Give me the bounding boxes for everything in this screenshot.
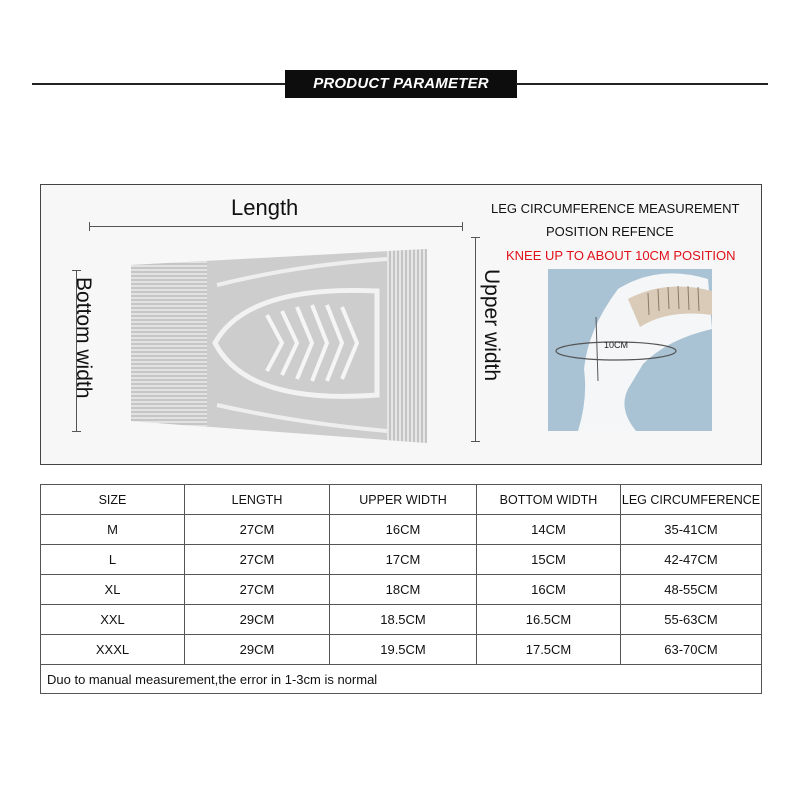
cell-size: M bbox=[41, 515, 185, 545]
cell-leg-circumference: 48-55CM bbox=[621, 575, 762, 605]
table-row bbox=[41, 515, 762, 545]
cell-length: 27CM bbox=[185, 515, 330, 545]
cell-size: XL bbox=[41, 575, 185, 605]
upper-width-label: Upper width bbox=[480, 269, 503, 382]
cell-size: XXXL bbox=[41, 635, 185, 665]
knee-sleeve-image bbox=[127, 245, 433, 443]
table-row bbox=[41, 605, 762, 635]
cell-leg-circumference: 55-63CM bbox=[621, 605, 762, 635]
cell-length: 29CM bbox=[185, 635, 330, 665]
measurement-title: LEG CIRCUMFERENCE MEASUREMENT bbox=[491, 201, 740, 216]
header-cell-leg-circumference: LEG CIRCUMFERENCE bbox=[621, 485, 762, 515]
cell-upper-width: 18CM bbox=[330, 575, 477, 605]
cell-length: 27CM bbox=[185, 545, 330, 575]
cell-leg-circumference: 42-47CM bbox=[621, 545, 762, 575]
table-row bbox=[41, 635, 762, 665]
table-footnote-row bbox=[41, 665, 762, 694]
cell-bottom-width: 16.5CM bbox=[477, 605, 621, 635]
knee-measurement-image bbox=[548, 269, 712, 431]
product-diagram-panel bbox=[40, 184, 762, 465]
cell-upper-width: 16CM bbox=[330, 515, 477, 545]
cell-bottom-width: 17.5CM bbox=[477, 635, 621, 665]
cell-leg-circumference: 35-41CM bbox=[621, 515, 762, 545]
table-row bbox=[41, 575, 762, 605]
table-footnote: Duo to manual measurement,the error in 1-3cm is normal bbox=[41, 665, 762, 694]
header-title: PRODUCT PARAMETER bbox=[285, 70, 517, 98]
cell-bottom-width: 16CM bbox=[477, 575, 621, 605]
table-row bbox=[41, 545, 762, 575]
cell-bottom-width: 15CM bbox=[477, 545, 621, 575]
length-dimension-line bbox=[89, 226, 463, 227]
cell-upper-width: 17CM bbox=[330, 545, 477, 575]
cell-bottom-width: 14CM bbox=[477, 515, 621, 545]
measurement-note: KNEE UP TO ABOUT 10CM POSITION bbox=[506, 248, 736, 263]
header-cell-length: LENGTH bbox=[185, 485, 330, 515]
cell-leg-circumference: 63-70CM bbox=[621, 635, 762, 665]
bottom-width-label: Bottom width bbox=[72, 277, 95, 399]
header-rule-left bbox=[32, 83, 288, 85]
size-table bbox=[40, 484, 762, 694]
upper-width-dimension-line bbox=[475, 237, 476, 442]
header-cell-bottom-width: BOTTOM WIDTH bbox=[477, 485, 621, 515]
cell-upper-width: 19.5CM bbox=[330, 635, 477, 665]
cell-length: 27CM bbox=[185, 575, 330, 605]
cell-size: XXL bbox=[41, 605, 185, 635]
header-rule-right bbox=[516, 83, 768, 85]
table-header-row bbox=[41, 485, 762, 515]
header-cell-upper-width: UPPER WIDTH bbox=[330, 485, 477, 515]
cell-upper-width: 18.5CM bbox=[330, 605, 477, 635]
measurement-subtitle: POSITION REFENCE bbox=[546, 224, 674, 239]
cell-length: 29CM bbox=[185, 605, 330, 635]
length-label: Length bbox=[231, 195, 299, 220]
knee-marker-label: 10CM bbox=[604, 340, 629, 350]
cell-size: L bbox=[41, 545, 185, 575]
header-cell-size: SIZE bbox=[41, 485, 185, 515]
